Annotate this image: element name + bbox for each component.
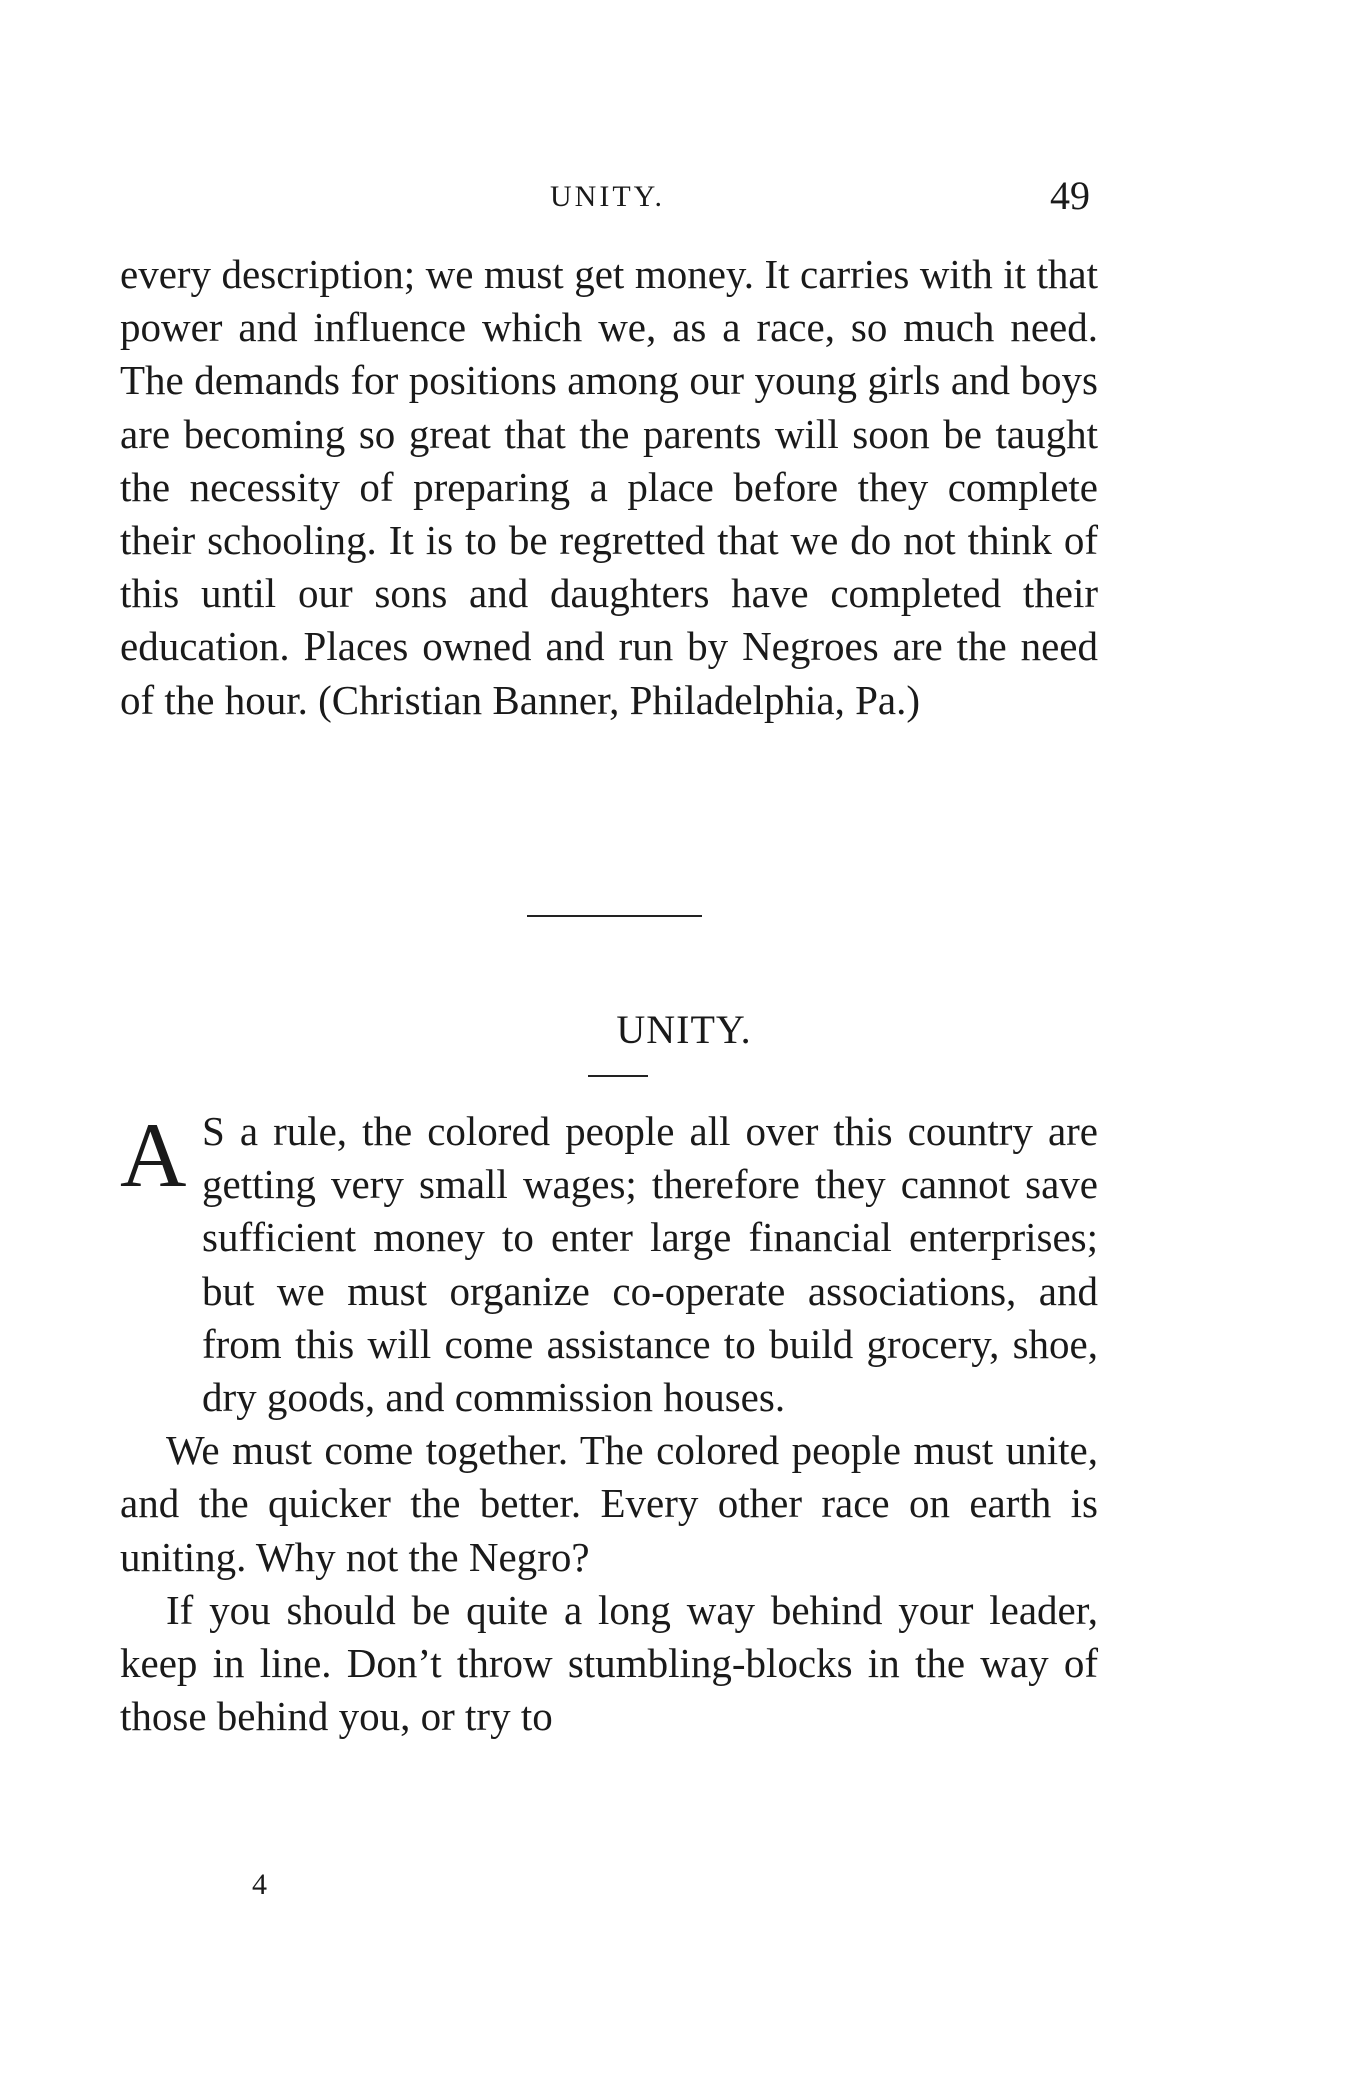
running-head [0,172,1368,222]
running-title: UNITY. [550,180,665,213]
signature-mark: 4 [252,1868,267,1901]
drop-cap: A [120,1104,187,1206]
continued-text-block [120,248,1098,727]
title-underline-rule [588,1075,648,1077]
paragraph-3: If you should be quite a long way behind your leader, keep in line. Don’t throw stumbling-blocks in the way of those behind you, or try to [120,1586,1098,1740]
page-number: 49 [1050,173,1090,218]
paragraph-2: We must come together. The colored people must unite, and the quicker the better. Every other race on earth is uniting. Why not the Negro? [120,1427,1098,1580]
continued-paragraph: every description; we must get money. It carries with it that power and influence which we, as a race, so much need. The demands for positions among our young girls and boys are becoming so great that the parents will soon be taught the necessity of preparing a place before they complete their schooling. It is to be regretted that we do not think of this until our sons and daughters have completed their education. Places owned and run by Negroes are the need of the hour. (Christian Banner, Philadelphia, Pa.) [120,251,1098,723]
paragraph-1: S a rule, the colored people all over this country are getting very small wages; therefore they cannot save sufficient money to enter large financial enterprises; but we must organize co-operate associations, and from this will come assistance to build grocery, shoe, dry goods, and commission houses. [202,1108,1098,1421]
section-divider-rule [527,915,702,917]
section-text-block [120,1105,1098,1743]
section-title: UNITY. [616,1007,752,1052]
